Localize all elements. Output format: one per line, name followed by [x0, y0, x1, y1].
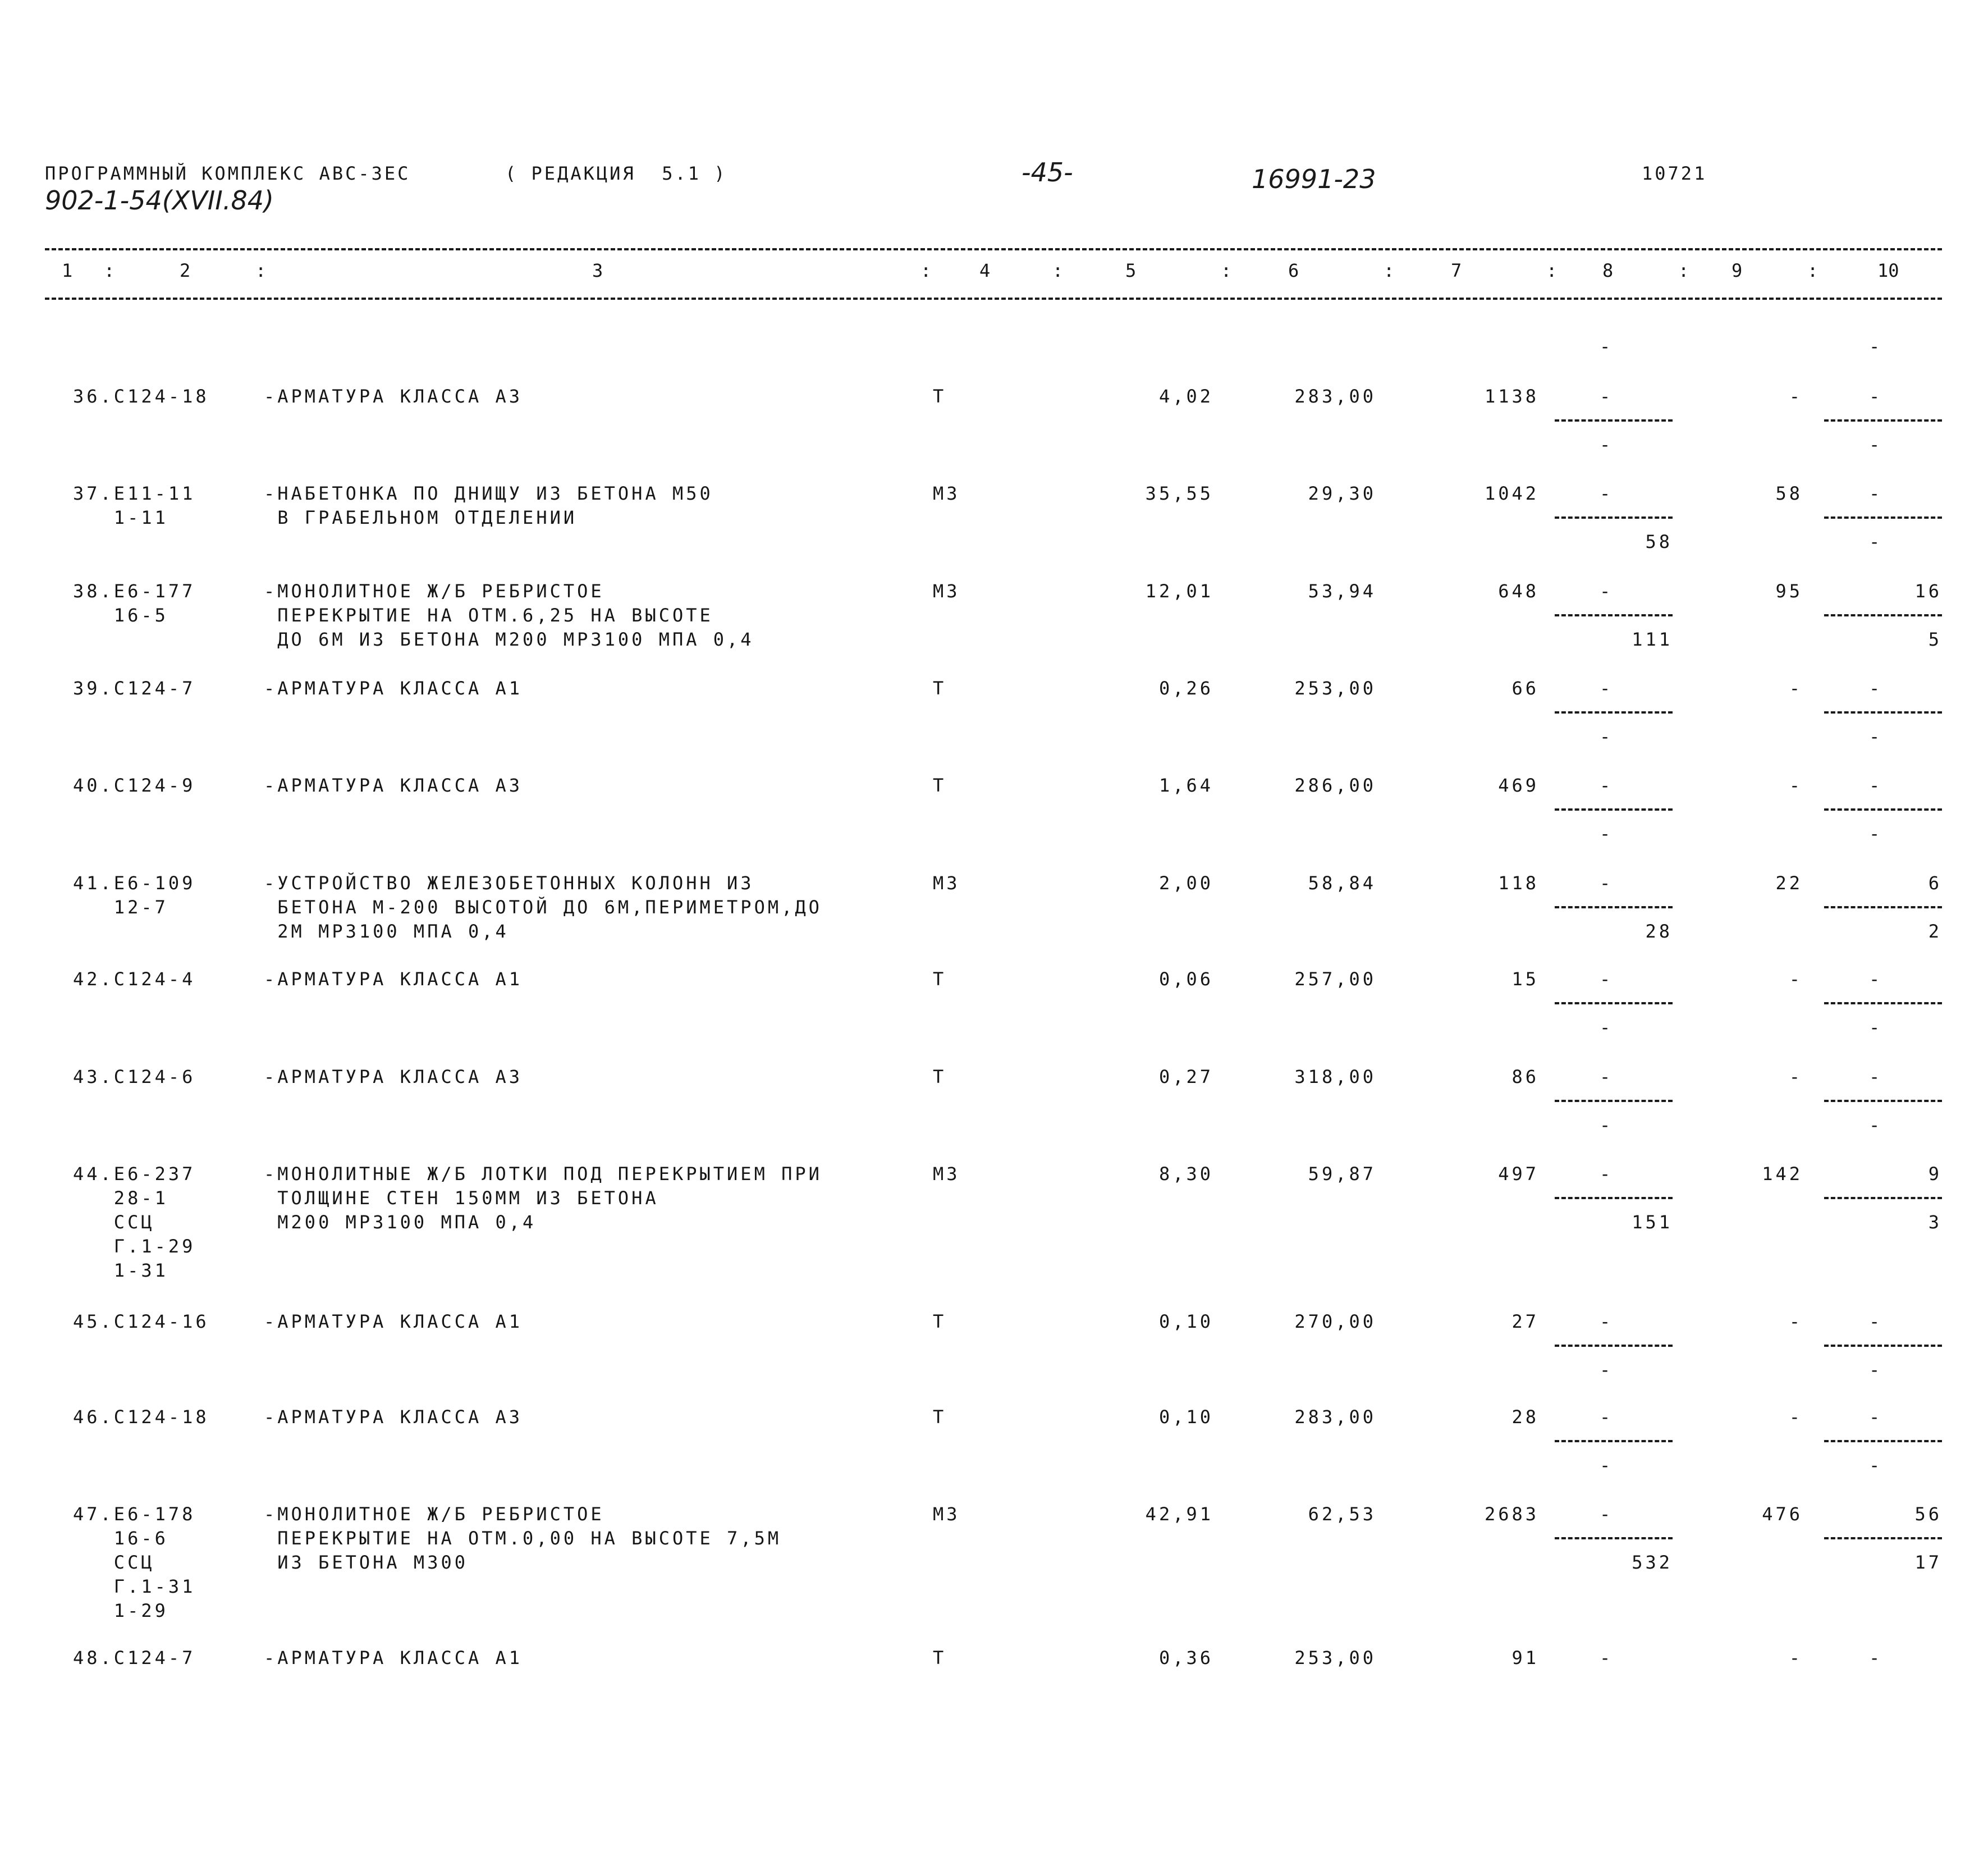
row-unit-price: 62,53: [1308, 1503, 1376, 1525]
col-7: 7: [1451, 260, 1462, 281]
c10-denominator: -: [1869, 1114, 1883, 1136]
row-total: 497: [1498, 1163, 1539, 1185]
row-col9: -: [1789, 1647, 1803, 1668]
row-code: 47.Е6-178 16-6 ССЦ Г.1-31 1-29: [73, 1503, 196, 1621]
row-col8-fraction: [1555, 385, 1673, 458]
c8-denominator: 532: [1632, 1552, 1673, 1573]
c10-denominator: 2: [1928, 921, 1942, 942]
c8-denominator: -: [1600, 434, 1614, 455]
c8-numerator: -: [1600, 1647, 1614, 1668]
row-col9: 95: [1775, 580, 1803, 602]
row-unit-price: 59,87: [1308, 1163, 1376, 1185]
row-quantity: 0,10: [1158, 1311, 1213, 1332]
row-col8-fraction: [1555, 676, 1673, 749]
col-3: 3: [592, 260, 603, 281]
col-sep: :: [1384, 260, 1395, 281]
col-2: 2: [180, 260, 191, 281]
row-total: 27: [1511, 1311, 1539, 1332]
row-col8-fraction: [1555, 1502, 1673, 1575]
row-col10-fraction: [1824, 1065, 1942, 1138]
c8-denominator: -: [1600, 1359, 1614, 1380]
c8-denominator: 58: [1645, 531, 1673, 552]
c10-fraction-bar: [1824, 1440, 1942, 1442]
c8-fraction-bar: [1555, 1345, 1673, 1347]
row-quantity: 35,55: [1145, 483, 1213, 504]
row-unit-price: 286,00: [1294, 775, 1376, 796]
c10-numerator: -: [1869, 678, 1883, 699]
row-unit-price: 58,84: [1308, 872, 1376, 894]
row-code: 40.С124-9: [73, 775, 196, 796]
c8-denominator: -: [1600, 1017, 1614, 1038]
c10-denominator: 5: [1928, 629, 1942, 650]
c8-numerator: -: [1600, 1406, 1614, 1428]
row-description: -АРМАТУРА КЛАССА А1: [264, 1647, 523, 1668]
row-total: 469: [1498, 775, 1539, 796]
row-total: 1138: [1484, 386, 1539, 407]
row-total: 648: [1498, 580, 1539, 602]
col-9: 9: [1732, 260, 1743, 281]
row-quantity: 0,27: [1158, 1066, 1213, 1087]
row-col8-fraction: [1555, 1065, 1673, 1138]
c10-fraction-bar: [1824, 419, 1942, 422]
row-quantity: 0,26: [1158, 678, 1213, 699]
row-unit: Т: [933, 386, 947, 407]
row-col9: -: [1789, 775, 1803, 796]
col-8: 8: [1602, 260, 1614, 281]
row-total: 118: [1498, 872, 1539, 894]
c10-numerator: 16: [1914, 580, 1942, 602]
c10-denominator: -: [1869, 531, 1883, 552]
row-code: 37.Е11-11 1-11: [73, 483, 196, 528]
c10-denominator: -: [1869, 434, 1883, 455]
row-unit-price: 270,00: [1294, 1311, 1376, 1332]
row-col9: -: [1789, 386, 1803, 407]
row-col10-fraction: [1824, 1646, 1942, 1719]
row-code: 36.С124-18: [73, 386, 209, 407]
row-total: 2683: [1484, 1503, 1539, 1525]
row-code: 38.Е6-177 16-5: [73, 580, 196, 626]
row-quantity: 1,64: [1158, 775, 1213, 796]
row-code: 42.С124-4: [73, 968, 196, 990]
row-unit: Т: [933, 1066, 947, 1087]
row-col8-fraction: [1555, 1646, 1673, 1719]
row-description: -АРМАТУРА КЛАССА А1: [264, 1311, 523, 1332]
c10-fraction-bar: [1824, 1537, 1942, 1539]
c8-denominator: -: [1600, 726, 1614, 747]
c10-fraction-bar: [1824, 808, 1942, 811]
c8-fraction-bar: [1555, 808, 1673, 811]
c8-fraction-bar: [1555, 1100, 1673, 1102]
row-unit-price: 283,00: [1294, 1406, 1376, 1428]
c8-denominator: -: [1600, 823, 1614, 844]
row-total: 28: [1511, 1406, 1539, 1428]
row-col9: 58: [1775, 483, 1803, 504]
c10-fraction-bar: [1824, 711, 1942, 714]
col-10: 10: [1877, 260, 1899, 281]
row-col10-fraction: [1824, 871, 1942, 944]
c10-denominator: -: [1869, 726, 1883, 747]
c10-numerator: -: [1869, 775, 1883, 796]
row-col9: 142: [1762, 1163, 1803, 1185]
row-col10-fraction: [1824, 1405, 1942, 1478]
row-col10-fraction: [1824, 1162, 1942, 1235]
c8-fraction-bar: [1555, 906, 1673, 908]
row-code: 39.С124-7: [73, 678, 196, 699]
c10-fraction-bar: [1824, 516, 1942, 519]
c10-numerator: -: [1869, 386, 1883, 407]
row-col10-fraction: [1824, 482, 1942, 555]
c10-fraction-bar: [1824, 1002, 1942, 1004]
c8-numerator: -: [1600, 968, 1614, 990]
c10-numerator: 9: [1928, 1163, 1942, 1185]
row-code: 44.Е6-237 28-1 ССЦ Г.1-29 1-31: [73, 1163, 196, 1281]
c10-denominator: -: [1869, 1017, 1883, 1038]
c8-numerator: -: [1600, 386, 1614, 407]
row-unit: Т: [933, 1647, 947, 1668]
c8-fraction-bar: [1555, 516, 1673, 519]
col-sep: :: [920, 260, 932, 281]
col-4: 4: [979, 260, 991, 281]
col-sep: :: [1221, 260, 1232, 281]
c8-fraction-bar: [1555, 1197, 1673, 1199]
c10-numerator: -: [1869, 968, 1883, 990]
c10-fraction-bar: [1824, 614, 1942, 616]
row-unit: Т: [933, 775, 947, 796]
row-col10-fraction: [1824, 579, 1942, 652]
page-number: -45-: [1022, 157, 1073, 188]
row-unit: М3: [933, 483, 960, 504]
row-total: 66: [1511, 678, 1539, 699]
c8-numerator: -: [1600, 678, 1614, 699]
col-sep: :: [1807, 260, 1818, 281]
c10-denominator: -: [1869, 1455, 1883, 1476]
c10-fraction-bar: [1824, 1345, 1942, 1347]
c10-fraction-bar: [1824, 1197, 1942, 1199]
c8-fraction-bar: [1555, 614, 1673, 616]
row-col10-fraction: [1824, 385, 1942, 458]
row-quantity: 8,30: [1158, 1163, 1213, 1185]
edition-label: ( РЕДАКЦИЯ 5.1 ): [505, 163, 727, 184]
lone-dash-c8: -: [1600, 336, 1611, 357]
row-description: -МОНОЛИТНОЕ Ж/Б РЕБРИСТОЕ ПЕРЕКРЫТИЕ НА ОТМ.6,25 НА ВЫСОТЕ ДО 6М ИЗ БЕТОНА М200 МР3100 МПА 0,4: [264, 580, 754, 650]
row-quantity: 12,01: [1145, 580, 1213, 602]
row-unit: М3: [933, 872, 960, 894]
row-quantity: 0,06: [1158, 968, 1213, 990]
row-unit: Т: [933, 1406, 947, 1428]
c8-numerator: -: [1600, 580, 1614, 602]
row-code: 48.С124-7: [73, 1647, 196, 1668]
lone-dash-c10: -: [1869, 336, 1880, 357]
project-number: 902-1-54(XVII.84): [45, 185, 274, 216]
c8-denominator: 111: [1632, 629, 1673, 650]
col-1: 1: [62, 260, 73, 281]
doc-code: 10721: [1642, 163, 1707, 184]
c10-denominator: -: [1869, 1359, 1883, 1380]
row-unit-price: 283,00: [1294, 386, 1376, 407]
c10-denominator: -: [1869, 823, 1883, 844]
c8-numerator: -: [1600, 1311, 1614, 1332]
row-col8-fraction: [1555, 482, 1673, 555]
c8-numerator: -: [1600, 775, 1614, 796]
row-col9: -: [1789, 1406, 1803, 1428]
row-col10-fraction: [1824, 1310, 1942, 1383]
row-col8-fraction: [1555, 871, 1673, 944]
row-unit: Т: [933, 968, 947, 990]
row-code: 41.Е6-109 12-7: [73, 872, 196, 918]
row-col8-fraction: [1555, 967, 1673, 1040]
program-title: ПРОГРАММНЫЙ КОМПЛЕКС АВС-3ЕС: [45, 163, 411, 184]
row-total: 15: [1511, 968, 1539, 990]
row-col8-fraction: [1555, 579, 1673, 652]
c10-numerator: 6: [1928, 872, 1942, 894]
row-col8-fraction: [1555, 774, 1673, 847]
row-quantity: 4,02: [1158, 386, 1213, 407]
row-col8-fraction: [1555, 1310, 1673, 1383]
row-description: -НАБЕТОНКА ПО ДНИЩУ ИЗ БЕТОНА М50 В ГРАБЕЛЬНОМ ОТДЕЛЕНИИ: [264, 483, 713, 528]
c8-denominator: -: [1600, 1114, 1614, 1136]
row-total: 91: [1511, 1647, 1539, 1668]
c8-numerator: -: [1600, 1503, 1614, 1525]
row-description: -МОНОЛИТНЫЕ Ж/Б ЛОТКИ ПОД ПЕРЕКРЫТИЕМ ПРИ ТОЛЩИНЕ СТЕН 150ММ ИЗ БЕТОНА М200 МР3100 МПА 0,4: [264, 1163, 822, 1233]
row-description: -МОНОЛИТНОЕ Ж/Б РЕБРИСТОЕ ПЕРЕКРЫТИЕ НА ОТМ.0,00 НА ВЫСОТЕ 7,5М ИЗ БЕТОНА М300: [264, 1503, 782, 1573]
c8-denominator: 28: [1645, 921, 1673, 942]
row-quantity: 42,91: [1145, 1503, 1213, 1525]
row-unit-price: 253,00: [1294, 678, 1376, 699]
c10-fraction-bar: [1824, 906, 1942, 908]
row-col8-fraction: [1555, 1405, 1673, 1478]
row-col9: -: [1789, 1066, 1803, 1087]
c8-fraction-bar: [1555, 1537, 1673, 1539]
row-unit: М3: [933, 1163, 960, 1185]
row-col8-fraction: [1555, 1162, 1673, 1235]
col-sep: :: [1546, 260, 1558, 281]
row-col9: -: [1789, 1311, 1803, 1332]
col-6: 6: [1288, 260, 1299, 281]
row-total: 1042: [1484, 483, 1539, 504]
row-col9: -: [1789, 678, 1803, 699]
row-unit: М3: [933, 1503, 960, 1525]
c10-denominator: 3: [1928, 1212, 1942, 1233]
row-description: -АРМАТУРА КЛАССА А3: [264, 386, 523, 407]
row-unit: М3: [933, 580, 960, 602]
row-unit: Т: [933, 1311, 947, 1332]
row-code: 46.С124-18: [73, 1406, 209, 1428]
row-col9: 476: [1762, 1503, 1803, 1525]
row-quantity: 2,00: [1158, 872, 1213, 894]
c10-numerator: -: [1869, 1311, 1883, 1332]
c10-denominator: 17: [1914, 1552, 1942, 1573]
row-col10-fraction: [1824, 967, 1942, 1040]
header-rule: [45, 298, 1942, 300]
doc-number: 16991-23: [1252, 164, 1376, 194]
top-rule: [45, 248, 1942, 250]
row-col9: 22: [1775, 872, 1803, 894]
row-total: 86: [1511, 1066, 1539, 1087]
row-unit-price: 318,00: [1294, 1066, 1376, 1087]
row-col9: -: [1789, 968, 1803, 990]
c8-fraction-bar: [1555, 1440, 1673, 1442]
c8-fraction-bar: [1555, 711, 1673, 714]
row-description: -АРМАТУРА КЛАССА А1: [264, 968, 523, 990]
row-description: -АРМАТУРА КЛАССА А3: [264, 1406, 523, 1428]
row-description: -АРМАТУРА КЛАССА А3: [264, 1066, 523, 1087]
c8-fraction-bar: [1555, 419, 1673, 422]
c8-denominator: 151: [1632, 1212, 1673, 1233]
c8-numerator: -: [1600, 1163, 1614, 1185]
c10-numerator: 56: [1914, 1503, 1942, 1525]
c10-numerator: -: [1869, 1647, 1883, 1668]
row-description: -АРМАТУРА КЛАССА А1: [264, 678, 523, 699]
c8-numerator: -: [1600, 483, 1614, 504]
row-description: -УСТРОЙСТВО ЖЕЛЕЗОБЕТОННЫХ КОЛОНН ИЗ БЕТОНА М-200 ВЫСОТОЙ ДО 6М,ПЕРИМЕТРОМ,ДО 2М МР3100 МПА 0,4: [264, 872, 822, 942]
col-5: 5: [1125, 260, 1137, 281]
row-unit-price: 29,30: [1308, 483, 1376, 504]
c10-numerator: -: [1869, 1406, 1883, 1428]
row-quantity: 0,10: [1158, 1406, 1213, 1428]
c10-fraction-bar: [1824, 1100, 1942, 1102]
row-unit-price: 53,94: [1308, 580, 1376, 602]
row-code: 43.С124-6: [73, 1066, 196, 1087]
row-description: -АРМАТУРА КЛАССА А3: [264, 775, 523, 796]
c8-numerator: -: [1600, 872, 1614, 894]
c10-numerator: -: [1869, 1066, 1883, 1087]
col-sep: :: [1052, 260, 1064, 281]
row-code: 45.С124-16: [73, 1311, 209, 1332]
row-col10-fraction: [1824, 1502, 1942, 1575]
col-sep: :: [104, 260, 115, 281]
col-sep: :: [255, 260, 267, 281]
row-unit-price: 253,00: [1294, 1647, 1376, 1668]
c8-fraction-bar: [1555, 1002, 1673, 1004]
c10-numerator: -: [1869, 483, 1883, 504]
row-unit-price: 257,00: [1294, 968, 1376, 990]
c8-numerator: -: [1600, 1066, 1614, 1087]
row-col10-fraction: [1824, 676, 1942, 749]
row-quantity: 0,36: [1158, 1647, 1213, 1668]
col-sep: :: [1678, 260, 1689, 281]
c8-denominator: -: [1600, 1455, 1614, 1476]
row-col10-fraction: [1824, 774, 1942, 847]
row-unit: Т: [933, 678, 947, 699]
